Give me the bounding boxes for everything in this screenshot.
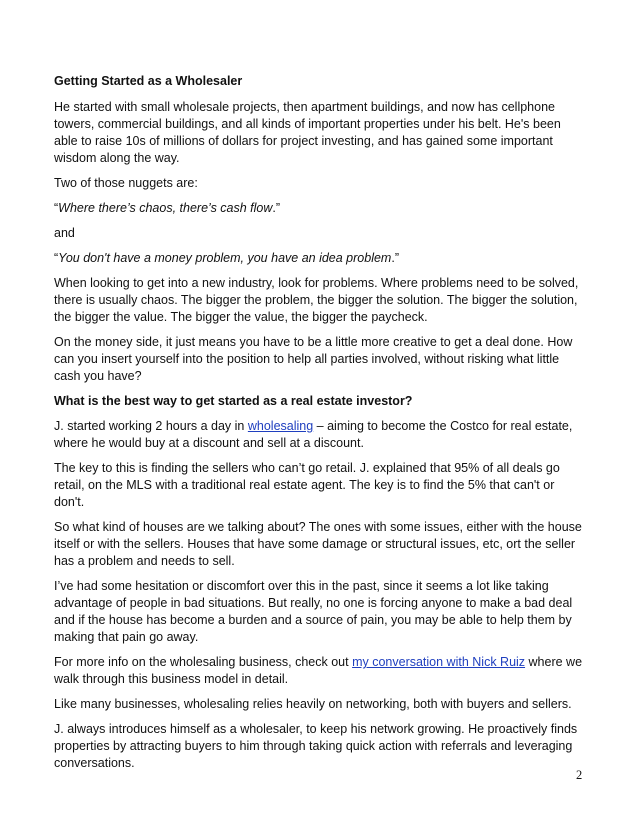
paragraph-networking: Like many businesses, wholesaling relies heavily on networking, both with buyers and sellers. <box>54 697 572 711</box>
paragraph-problems: When looking to get into a new industry, look for problems. Where problems need to be solved, there is usually chaos. The bigger the problem, the bigger the solution. The bigger the solution, the bigger the value. The bigger the value, the bigger the paycheck. <box>54 276 579 324</box>
quote-open-mark: “ <box>54 201 59 215</box>
quote-open-mark: “ <box>54 251 59 265</box>
quote-close-mark: .” <box>272 201 281 215</box>
nick-ruiz-conversation-link[interactable]: my conversation with Nick Ruiz <box>352 655 526 669</box>
paragraph-retail: The key to this is finding the sellers who can’t go retail. J. explained that 95% of all deals go retail, on the MLS with a traditional real estate agent. The key is to find the 5% that can't or don't. <box>54 461 560 509</box>
paragraph-nuggets: Two of those nuggets are: <box>54 176 198 190</box>
paragraph-more-info <box>54 654 586 688</box>
text-span: J. started working 2 hours a day in <box>54 419 248 433</box>
page-number: 2 <box>576 768 583 782</box>
text-span: – aiming to become the Costco for real estate, where he would buy at a discount and sell at a discount. <box>54 419 573 450</box>
paragraph-introduces: J. always introduces himself as a wholesaler, to keep his network growing. He proactively finds properties by attracting buyers to him through taking quick action with referrals and leveraging conversations. <box>54 722 578 770</box>
document-page <box>54 73 586 780</box>
paragraph-hesitation: I’ve had some hesitation or discomfort over this in the past, since it seems a lot like taking advantage of people in bad situations. But really, no one is forcing anyone to make a bad deal and if the house has become a burden and a source of pain, you may be able to help them by making that pain go away. <box>54 579 573 644</box>
quote-chaos <box>54 200 586 217</box>
paragraph-and: and <box>54 226 75 240</box>
wholesaling-link[interactable]: wholesaling <box>247 419 314 433</box>
quote-close-mark: .” <box>391 251 399 265</box>
text-span: where we walk through this business model in detail. <box>54 655 583 686</box>
paragraph-money-side: On the money side, it just means you have to be a little more creative to get a deal done. How can you insert yourself into the position to help all parties involved, without risking what little cash you have? <box>54 335 573 383</box>
paragraph-intro: He started with small wholesale projects, then apartment buildings, and now has cellphone towers, commercial buildings, and all kinds of important properties under his belt. He's been able to raise 10s of millions of dollars for project investing, and has gained some important wisdom along the way. <box>54 100 561 165</box>
quote-idea-problem-text: You don't have a money problem, you have an idea problem <box>58 251 392 265</box>
quote-idea-problem <box>54 250 586 267</box>
subsection-title: What is the best way to get started as a real estate investor? <box>54 394 413 408</box>
section-title: Getting Started as a Wholesaler <box>54 74 243 88</box>
paragraph-started-working <box>54 418 586 452</box>
paragraph-houses: So what kind of houses are we talking about? The ones with some issues, either with the house itself or with the sellers. Houses that have some damage or structural issues, etc, ort the seller has a problem and needs to sell. <box>54 520 582 568</box>
quote-chaos-text: Where there’s chaos, there’s cash flow <box>58 201 273 215</box>
text-span: For more info on the wholesaling business, check out <box>54 655 353 669</box>
